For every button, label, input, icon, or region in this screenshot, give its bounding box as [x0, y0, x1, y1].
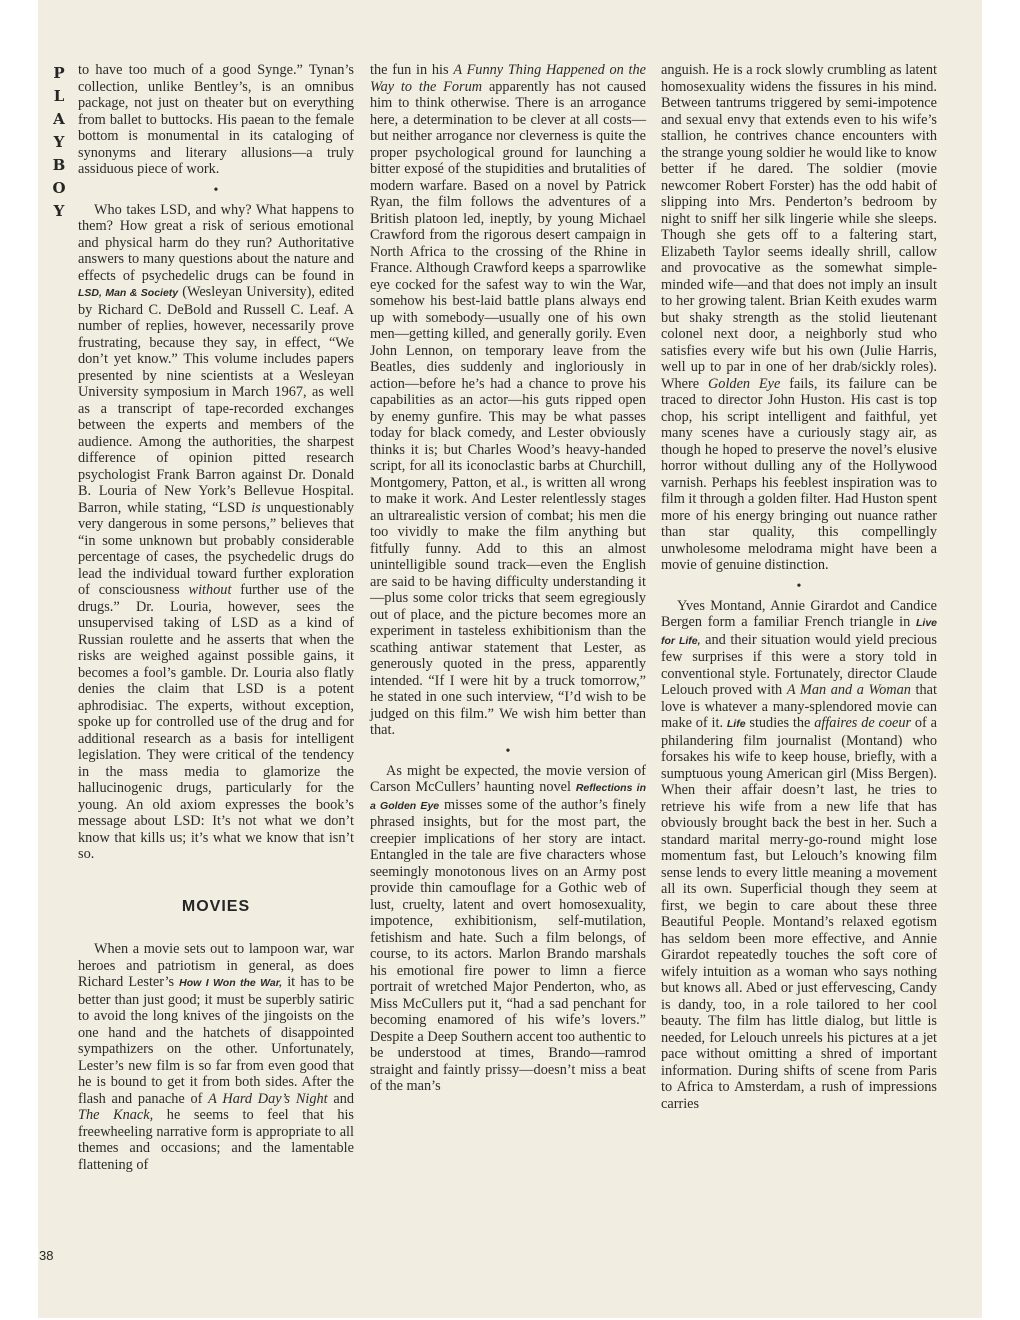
film-title-live-for-life: Live for Life,: [661, 617, 937, 647]
paragraph-live-for-life: Yves Montand, Annie Girardot and Candice Bergen form a familiar French triangle in Live for Life, and their situation would yield precious few surprises if this were a story told in conventional style. Fortunately, director Claude Lelouch proved with A Man and a Woman that love is whatever a many-splendored movie can make of it. Life studies the affaires de coeur of a philandering film journalist (Montand) who forsakes his wife to keep house, briefly, with a sumptuous young American girl (Miss Bergen). When their affair doesn’t last, he tries to retrieve his wife from a new life that has obviously brought back the best in her. Such a standard marital merry-go-round might lose momentum fast, but Lelouch’s knowing film sense lends to every little meaning a movement all its own. Superficial though they seem at first, we begin to care about these three Beautiful People. Montand’s relaxed egotism has seldom been more effective, and Annie Girardot repeatedly touches the soft core of wifely intuition as a woman who says nothing but knows all. Abed or just effervescing, Candy is dandy, too, in a role tailored to her cool beauty. The film has little dialog, but little is needed, for Lelouch unreels his pictures at a jet pace without omitting a shred of important information. During shifts of scene from Paris to Africa to Amsterdam, a rush of impressions carries: [661, 597, 937, 1112]
section-bullet: •: [505, 743, 511, 759]
paragraph-reflections-golden-eye: As might be expected, the movie version of Carson McCullers’ haunting novel Reflections in a Golden Eye misses some of the author’s finely phrased insights, but for the most part, the creepier implications of her story are intact. Entangled in the tale are five characters whose seemingly monotonous lives on an Army post provide thin camouflage for a Gothic web of lust, cruelty, latent and overt homosexuality, impotence, exhibitionism, self-mutilation, fetishism and hate. Such a film belongs, of course, to its actors. Marlon Brando marshals his emotional fire power to limn a fierce portrait of wretched Major Penderton, who, as Miss McCullers put it, “had a sad penchant for becoming enamored of his wife’s lovers.” Despite a Deep Southern accent too authentic to be understood at times, Brando—ramrod straight and faintly prissy—doesn’t miss a beat of the man’s: [370, 762, 646, 1094]
section-bullet: •: [213, 182, 219, 198]
page-number: 38: [39, 1248, 54, 1263]
section-bullet: •: [796, 578, 802, 594]
column-3: [661, 62, 937, 1112]
masthead-letter: B: [52, 156, 66, 174]
masthead-letter: Y: [53, 202, 65, 220]
column-1: [78, 62, 354, 1173]
film-title-how-i-won-the-war: How I Won the War,: [179, 977, 283, 989]
paragraph-lester-continued: the fun in his A Funny Thing Happened on the Way to the Forum apparently has not caused him to think otherwise. There is an arrogance here, a determination to be clever at all costs—but neither arrogance nor cleverness is quite the proper psychological ground for launching a bitter exposé of the stupidities and brutalities of modern warfare. Based on a novel by Patrick Ryan, the film follows the adventures of a British platoon led, ineptly, by young Michael Crawford from the rigorous desert campaign in North Africa to the crossing of the Rhine in France. Although Crawford keeps a sparrowlike eye cocked for the safest way to win the War, somehow his best-laid battle plans always end up with somebody—usually one of his own men—getting killed, and generally gorily. Even John Lennon, on temporary leave from the Beatles, dies suddenly and ingloriously in action—before he’s had a chance to prove his capabilities as an actor—his guts ripped open by enemy gunfire. This may be what passes today for black comedy, and Lester obviously thinks it is; but Charles Wood’s heavy-handed script, for all its iconoclastic barbs at Churchill, Montgomery, Patton, et al., is written all wrong to make it work. And Lester relentlessly stages an ultrarealistic version of combat; his men die too vividly to make the film anything but fitfully funny. Add to this an almost unintelligible sound track—even the English are said to be having difficulty understanding it—plus some color tricks that seem egregiously out of place, and the picture becomes more an experiment in tasteless exhibitionism than the scathing antiwar statement that Lester, as generously quoted in the press, apparently intended. “If I were hit by a truck tomorrow,” he stated in one such interview, “I’d wish to be judged on this film.” We wish him better than that.: [370, 62, 647, 738]
playboy-masthead: [47, 62, 71, 223]
paragraph-lsd-review: Who takes LSD, and why? What happens to them? How great a risk of serious emotional and physical harm do they run? Authoritative answers to many questions about the nature and effects of psychedelic drugs can be found in LSD, Man & Society (Wesleyan University), edited by Richard C. DeBold and Russell C. Leaf. A number of replies, however, necessarily prove frustrating, because they say, in effect, “We don’t yet know.” This volume includes papers presented by nine scientists at a Wesleyan University symposium in March 1967, as well as a transcript of tape-recorded exchanges between the experts and members of the audience. Among the authorities, the sharpest difference of opinion pitted research psychologist Frank Barron against Dr. Donald B. Louria of New York’s Bellevue Hospital. Barron, while stating, “LSD is unquestionably very dangerous in some persons,” believes that “in some unknown but probably considerable percentage of cases, the psychedelic drugs do lead the individual toward further exploration of consciousness without further use of the drugs.” Dr. Louria, however, sees the unsupervised taking of LSD as a kind of Russian roulette and he asserts that when the risks are weighed against possible gains, it becomes a fool’s gamble. Dr. Louria also flatly denies the claim that LSD is a potent aphrodisiac. The experts, without exception, spoke up for controlled use of the drug and for additional research as a basis for intelligent legislation. They were critical of the tendency in the mass media to glamorize the hallucinogenic drugs, particularly for the young. An old axiom expresses the book’s message about LSD: It’s not what we don’t know that kills us; it’s what we know that isn’t so.: [78, 201, 355, 862]
masthead-letter: P: [53, 64, 65, 82]
masthead-letter: A: [53, 110, 65, 128]
masthead-letter: O: [52, 179, 66, 197]
masthead-letter: Y: [53, 133, 65, 151]
film-title-reflections: Reflections in a Golden Eye: [370, 782, 646, 812]
masthead-letter: L: [53, 87, 65, 105]
column-2: [370, 62, 646, 1095]
paragraph-how-i-won-the-war: When a movie sets out to lampoon war, war heroes and patriotism in general, as does Richard Lester’s How I Won the War, it has to be better than just good; it must be superbly satiric to avoid the long knives of the jingoists on the one hand and the hatchets of disappointed sympathizers on the other. Unfortunately, Lester’s new film is so far from even good that he is bound to get it from both sides. After the flash and panache of A Hard Day’s Night and The Knack, he seems to feel that his freewheeling narrative form is appropriate to all themes and occasions; and the lamentable flattening of: [78, 941, 354, 1173]
book-title-lsd: LSD, Man & Society: [78, 287, 179, 299]
section-heading-movies: MOVIES: [181, 897, 251, 915]
paragraph-golden-eye-continued: anguish. He is a rock slowly crumbling as latent homosexuality widens the fissures in his mind. Between tantrums triggered by semi-impotence and sexual envy that extends even to his wife’s stallion, he contrives chance encounters with the strange young soldier he would like to know better if he dared. The soldier (movie newcomer Robert Forster) has the odd habit of slipping into Mrs. Penderton’s bedroom by night to sniff her silk lingerie while she sleeps. Though she gets off to a faltering start, Elizabeth Taylor seems ideally shrill, callow and provocative as the somewhat simple-minded wife—and that does not imply an insult to her growing talent. Brian Keith exudes warm but shaky strength as the stolid lieutenant colonel next door, a neighborly stud who satisfies every wife but his own (Julie Harris, well up to par in one of her drab/sickly roles). Where Golden Eye fails, its failure can be traced to director John Huston. His cast is top chop, his script intelligent and faithful, yet many scenes have a curiously stagy air, as though he hoped to preserve the novel’s elusive horror without dulling any of the Hollywood varnish. Perhaps his feeblest inspiration was to film it through a golden filter. Had Huston spent more of his energy bringing out nuance rather than star quality, this compellingly unwholesome melodrama might have been a movie of genuine distinction.: [661, 62, 937, 573]
paragraph-tynan-review: to have too much of a good Synge.” Tynan’s collection, unlike Bentley’s, is an omnibus package, not just on theater but on everything from ballet to buttocks. His paean to the female bottom is monumental in its cataloging of synonyms and literary allusions—a truly assiduous piece of work.: [78, 62, 354, 177]
